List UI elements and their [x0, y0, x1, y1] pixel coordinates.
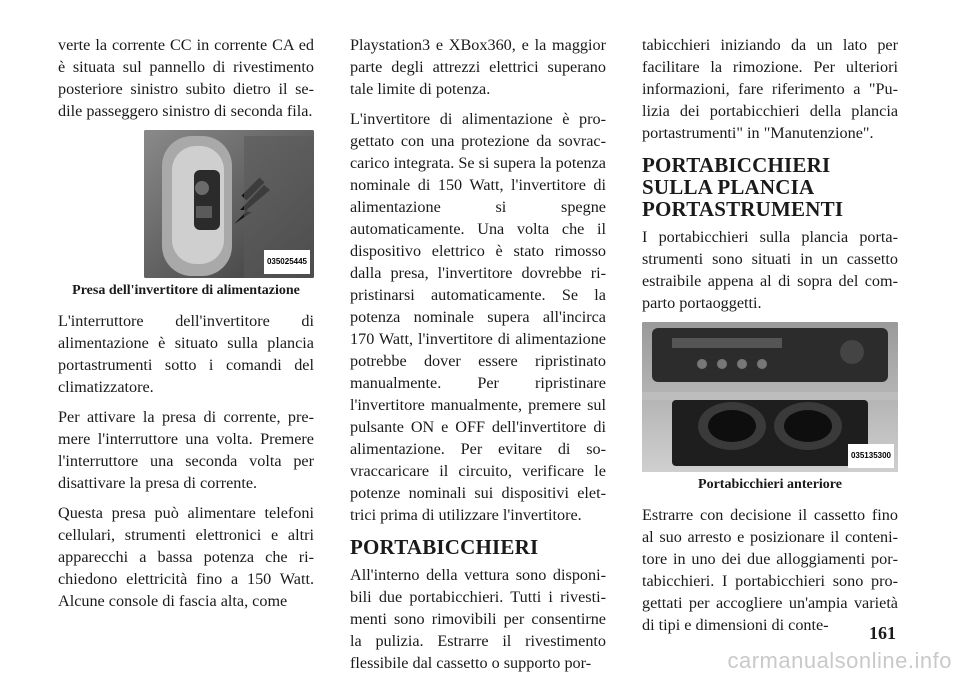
watermark: carmanualsonline.info [727, 648, 952, 673]
column-middle [350, 34, 606, 682]
figure-caption: Presa dell'invertitore di alimentazione [72, 283, 300, 298]
figure-code: 035135300 [848, 444, 894, 468]
section-heading: PORTABICCHIERI [350, 535, 539, 559]
figure-power-inverter-outlet [144, 130, 314, 278]
paragraph: L'interruttore dell'invertitore di alimentazione è situato sulla plancia portastrumenti sotto i comandi del climatizzatore. [58, 312, 314, 396]
paragraph: Playstation3 e XBox360, e la maggior parte degli attrezzi elettrici superano tale limite di potenza. [350, 36, 606, 98]
paragraph: tabicchieri iniziando da un lato per facilitare la rimozione. Per ulteriori informazioni, fare riferimento a "Pulizia dei portabicchieri della plancia portastrumenti" in "Manutenzione". [642, 36, 898, 142]
section-heading: PORTABICCHIERI SULLA PLANCIA PORTASTRUMENTI [642, 153, 844, 221]
figure-code: 035025445 [264, 250, 310, 274]
paragraph: All'interno della vettura sono disponibili due portabicchieri. Tutti i rivestimenti sono rimovibili per consentirne la pulizia. Estrarre il rivestimento flessibile dal cassetto o supporto por- [350, 566, 606, 672]
column-left [58, 34, 314, 620]
paragraph: Per attivare la presa di corrente, premere l'interruttore una volta. Premere l'interruttore una seconda volta per disattivare la presa di corrente. [58, 408, 314, 492]
paragraph: Estrarre con decisione il cassetto fino al suo arresto e posizionare il contenitore in uno dei due alloggiamenti portabicchieri. I portabicchieri sono progettati per accogliere un'ampia varietà di tipi e dimensioni di conte- [642, 506, 898, 634]
paragraph: I portabicchieri sulla plancia portastrumenti sono situati in un cassetto estraibile appena al di sopra del comparto portaoggetti. [642, 228, 898, 312]
paragraph: verte la corrente CC in corrente CA ed è situata sul pannello di rivestimento posteriore sinistro subito dietro il sedile passeggero sinistro di seconda fila. [58, 36, 314, 120]
paragraph: L'invertitore di alimentazione è progettato con una protezione da sovraccarico integrata. Se si supera la potenza nominale di 150 Watt, l'invertitore di alimentazione si spegne automaticamente. Una volta che il dispositivo elettrico è stato rimosso dalla presa, l'invertitore dovrebbe ripristinarsi automaticamente. Se la potenza nominale supera all'incirca 170 Watt, l'invertitore di alimentazione potrebbe dover essere ripristinato manualmente. Per ripristinare l'invertitore manualmente, premere sul pulsante ON e OFF dell'invertitore di alimentazione. Per evitare di sovraccaricare il circuito, verificare le potenze nominali sui dispositivi elettrici prima di utilizzare l'invertitore. [350, 110, 606, 524]
figure-caption: Portabicchieri anteriore [698, 477, 842, 492]
column-right [642, 34, 898, 644]
page-number: 161 [869, 623, 896, 643]
figure-front-cupholders [642, 322, 898, 472]
paragraph: Questa presa può alimentare telefoni cellulari, strumenti elettronici e altri apparecchi a bassa potenza che richiedono elettricità fino a 150 Watt. Alcune console di fascia alta, come [58, 504, 314, 610]
